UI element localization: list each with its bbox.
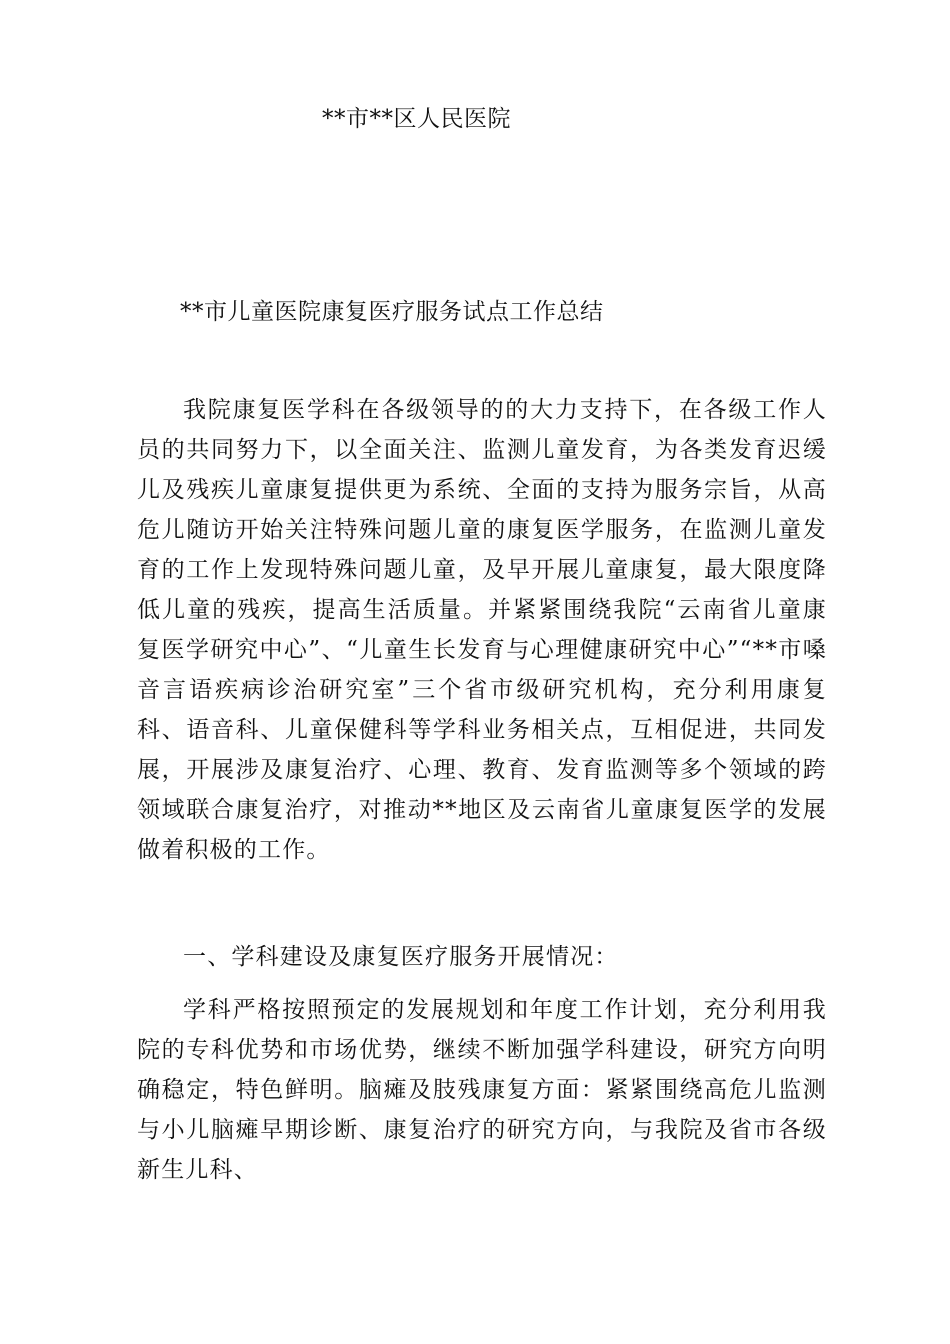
paragraph-discipline-building: 学科严格按照预定的发展规划和年度工作计划，充分利用我院的专科优势和市场优势，继续不断加强学科建设，研究方向明确稳定，特色鲜明。脑瘫及肢残康复方面：紧紧围绕高危儿监测与小儿脑瘫早期诊断、康复治疗的研究方向，与我院及省市各级新生儿科、 [137, 997, 827, 1183]
paragraph-intro: 我院康复医学科在各级领导的的大力支持下，在各级工作人员的共同努力下，以全面关注、监测儿童发育，为各类发育迟缓儿及残疾儿童康复提供更为系统、全面的支持为服务宗旨，从高危儿随访开始关注特殊问题儿童的康复医学服务，在监测儿童发育的工作上发现特殊问题儿童，及早开展儿童康复，最大限度降低儿童的残疾，提高生活质量。并紧紧围绕我院“云南省儿童康复医学研究中心”、“儿童生长发育与心理健康研究中心”“**市嗓音言语疾病诊治研究室”三个省市级研究机构，充分利用康复科、语音科、儿童保健科等学科业务相关点，互相促进，共同发展，开展涉及康复治疗、心理、教育、发育监测等多个领域的跨领域联合康复治疗，对推动**地区及云南省儿童康复医学的发展做着积极的工作。 [137, 397, 827, 863]
section-heading-1: 一、学科建设及康复医疗服务开展情况： [183, 944, 619, 970]
document-title: **市儿童医院康复医疗服务试点工作总结 [180, 299, 604, 325]
hospital-header: **市**区人民医院 [322, 106, 511, 132]
